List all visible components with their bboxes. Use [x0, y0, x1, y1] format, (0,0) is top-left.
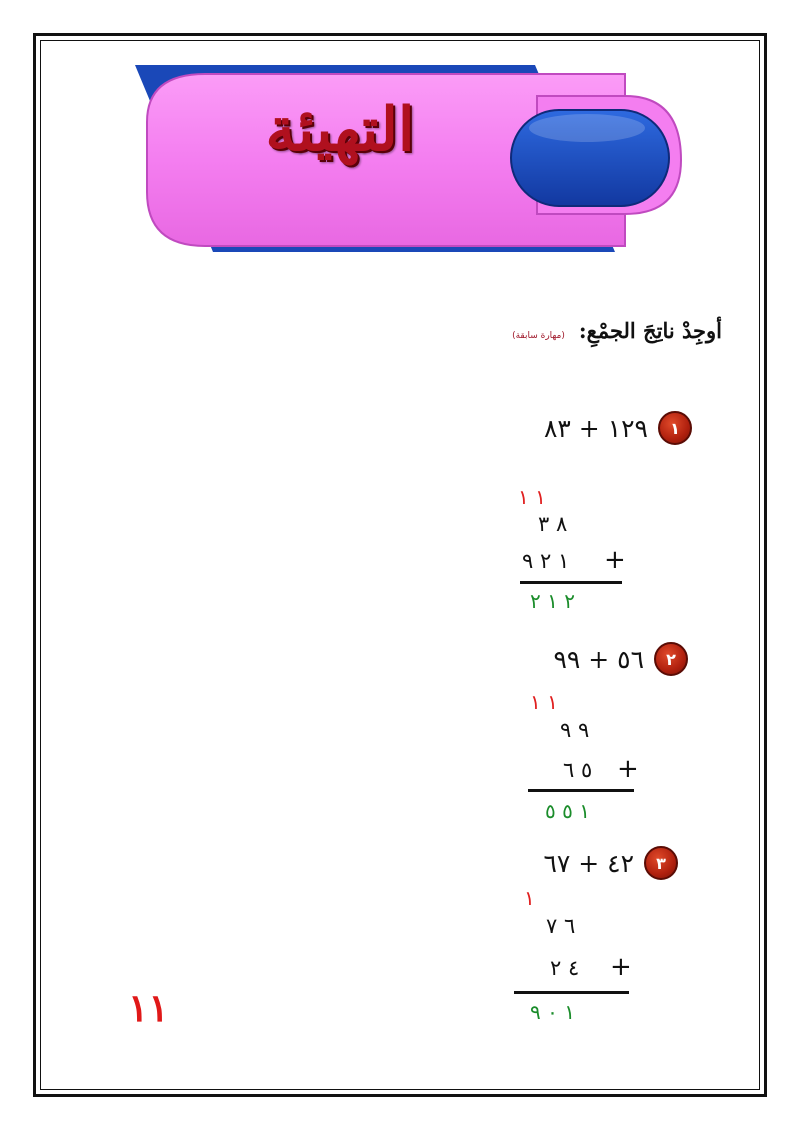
addend-bottom: ٥ ٦ — [563, 758, 593, 782]
sum-line — [514, 991, 629, 994]
sum-result: ٢ ١ ٢ — [530, 589, 575, 613]
instruction-text: أوجِدْ ناتِجَ الجمْعِ: — [578, 318, 722, 343]
sum-line — [528, 789, 634, 792]
problem-expression: ٤٢ + ٦٧ — [543, 848, 634, 878]
addend-top: ٨ ٣ — [538, 512, 568, 536]
problem-number-badge: ٢ — [654, 642, 688, 676]
carry-digits: ١ — [524, 886, 535, 910]
problem-3 — [543, 846, 678, 880]
problem-number-badge: ٣ — [644, 846, 678, 880]
instruction-note: (مهارة سابقة) — [512, 331, 565, 341]
addend-bottom: ١ ٢ ٩ — [522, 549, 570, 573]
carry-digits: ١ ١ — [530, 690, 558, 714]
page-number: ١١ — [128, 985, 169, 1030]
carry-digits: ١ ١ — [518, 485, 546, 509]
plus-sign: + — [610, 952, 632, 982]
problem-number-badge: ١ — [658, 411, 692, 445]
sum-result: ١ ٥ ٥ — [545, 799, 590, 823]
instruction — [512, 318, 722, 343]
addend-top: ٩ ٩ — [560, 718, 590, 742]
problem-1 — [544, 411, 692, 445]
sum-result: ١ ٠ ٩ — [530, 1000, 575, 1024]
sum-line — [520, 581, 622, 584]
addend-bottom: ٤ ٢ — [550, 956, 580, 980]
plus-sign: + — [617, 754, 639, 784]
problem-2 — [553, 642, 688, 676]
problem-expression: ٥٦ + ٩٩ — [553, 644, 644, 674]
addend-top: ٦ ٧ — [546, 914, 576, 938]
plus-sign: + — [604, 545, 626, 575]
banner-title: التهيئة — [265, 95, 415, 165]
problem-expression: ١٢٩ + ٨٣ — [544, 413, 648, 443]
